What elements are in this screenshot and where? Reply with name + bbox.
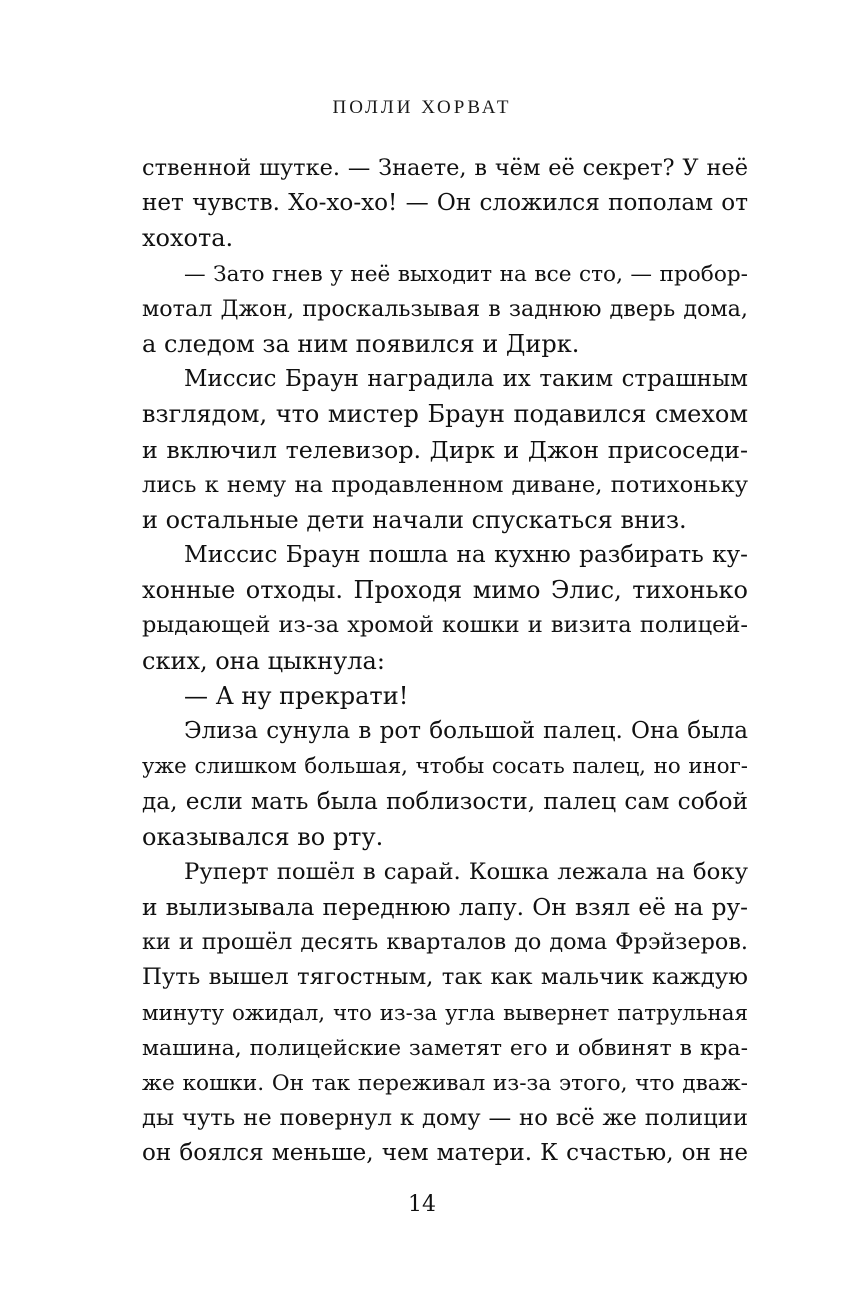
text-line: а следом за ним появился и Дирк. <box>142 329 580 358</box>
text-line: оказывался во рту. <box>142 822 384 851</box>
text-line: ских, она цыкнула: <box>142 646 385 675</box>
text-line: ственной шутке. — Знаете, в чём её секрет? У неё <box>142 155 748 181</box>
text-line: Миссис Браун наградила их таким страшным <box>184 366 748 393</box>
text-line: и включил телевизор. Дирк и Джон присоседи- <box>142 435 748 464</box>
text-line: да, если мать была поблизости, палец сам собой <box>142 788 748 816</box>
text-line: он боялся меньше, чем матери. К счастью, он не <box>142 1140 748 1167</box>
text-line: нет чувств. Хо-хо-хо! — Он сложился пополам от <box>142 190 748 217</box>
text-line: рыдающей из-за хромой кошки и визита полицей- <box>142 612 748 639</box>
body-text <box>142 151 748 1171</box>
page-number: 14 <box>408 1192 436 1217</box>
text-line: — А ну прекрати! <box>184 681 409 710</box>
text-line: минуту ожидал, что из-за угла вывернет патрульная <box>142 1000 748 1026</box>
text-line: лись к нему на продавленном диване, потихоньку <box>142 471 748 498</box>
text-line: и остальные дети начали спускаться вниз. <box>142 505 687 534</box>
text-line: хонные отходы. Проходя мимо Элис, тихонько <box>142 576 748 605</box>
text-line: ды чуть не повернул к дому — но всё же полиции <box>142 1105 748 1132</box>
text-line: взглядом, что мистер Браун подавился смехом <box>142 400 748 429</box>
text-line: мотал Джон, проскальзывая в заднюю дверь дома, <box>142 295 748 322</box>
text-line: уже слишком большая, чтобы сосать палец, но иног- <box>142 754 748 780</box>
text-line: хохота. <box>142 224 234 253</box>
text-line: машина, полицейские заметят его и обвинят в кра- <box>142 1035 748 1061</box>
running-head: ПОЛЛИ ХОРВАТ <box>332 97 512 118</box>
text-line: ки и прошёл десять кварталов до дома Фрэйзеров. <box>142 929 748 956</box>
text-line: Элиза сунула в рот большой палец. Она была <box>184 718 748 744</box>
text-line: же кошки. Он так переживал из-за этого, что дваж- <box>142 1070 748 1096</box>
text-line: Путь вышел тягостным, так как мальчик каждую <box>142 964 748 991</box>
text-line: Руперт пошёл в сарай. Кошка лежала на боку <box>184 858 748 885</box>
text-line: и вылизывала переднюю лапу. Он взял её на ру- <box>142 893 748 921</box>
text-line: Миссис Браун пошла на кухню разбирать ку- <box>184 542 748 569</box>
text-line: — Зато гнев у неё выходит на все сто, — пробор- <box>184 261 748 287</box>
